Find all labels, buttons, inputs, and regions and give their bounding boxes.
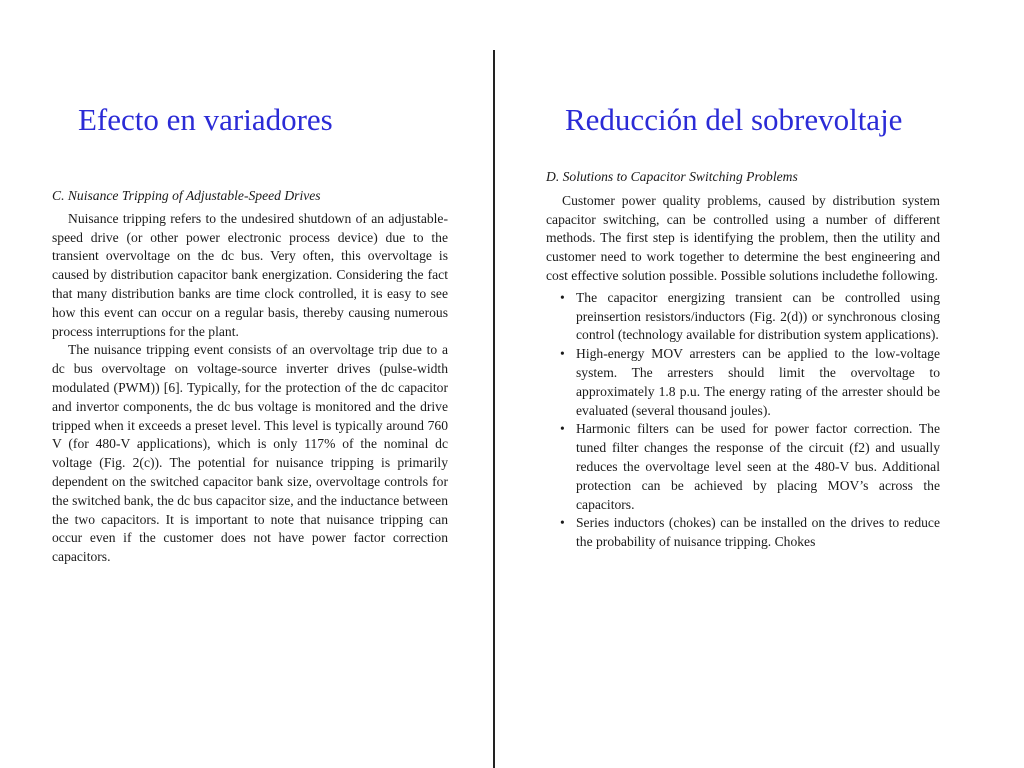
right-scanned-excerpt [546, 168, 940, 552]
solution-text: Harmonic filters can be used for power factor correction. The tuned filter changes the response of the circuit (f2) and usually reduces the overvoltage level seen at the 480-V bus. Additional protection can be achieved by placing MOV’s across the capacitors. [576, 421, 940, 512]
left-paragraph-2: The nuisance tripping event consists of an overvoltage trip due to a dc bus overvoltage on voltage-source inverter drives (pulse-width modulated (PWM)) [6]. Typically, for the protection of the dc capacitor and invertor components, the dc bus voltage is monitored and the drive tripped when it exceeds a preset level. This level is typically around 760 V (for 480-V applications), which is only 117% of the nominal dc voltage (Fig. 2(c)). The potential for nuisance tripping is primarily dependent on the switched capacitor bank size, overvoltage controls for the switched bank, the dc bus capacitor size, and the inductance between the two capacitors. It is important to note that nuisance tripping can occur even if the customer does not have power factor correction capacitors. [52, 342, 448, 565]
bullet-dot-icon: • [560, 289, 565, 305]
right-slide-title: Reducción del sobrevoltaje [565, 102, 903, 137]
solution-item-mov-arresters [546, 345, 940, 420]
solution-item-series-inductors [546, 514, 940, 552]
bullet-dot-icon: • [560, 421, 565, 437]
right-paragraph-1: Customer power quality problems, caused by distribution system capacitor switching, can be controlled using a number of different methods. The first step is identifying the problem, then the utility and customer need to work together to determine the best engineering and cost effective solution possible. Possible solutions includethe following. [546, 192, 940, 283]
left-scanned-excerpt [52, 187, 448, 567]
bullet-dot-icon: • [560, 515, 565, 531]
bullet-dot-icon: • [560, 346, 565, 362]
left-paragraph-1: Nuisance tripping refers to the undesired shutdown of an adjustable-speed drive (or other power electronic process device) due to the transient overvoltage on the dc bus. Very often, this overvoltage is caused by distribution capacitor bank energization. Considering the fact that many distribution banks are time clock controlled, it is easy to see how this event can occur on a regular basis, thereby causing numerous process interruptions for the plant. [52, 210, 448, 339]
solution-item-harmonic-filters [546, 420, 940, 514]
solution-text: High-energy MOV arresters can be applied to the low-voltage system. The arresters should limit the overvoltage to approximately 1.8 p.u. The energy rating of the arrester should be evaluated (several thousand joules). [576, 346, 940, 418]
right-section-heading: D. Solutions to Capacitor Switching Problems [546, 169, 798, 184]
column-divider [493, 50, 495, 768]
solution-item-preinsertion [546, 289, 940, 345]
solution-text: Series inductors (chokes) can be installed on the drives to reduce the probability of nuisance tripping. Chokes [576, 515, 940, 550]
left-section-heading: C. Nuisance Tripping of Adjustable-Speed Drives [52, 188, 321, 203]
solutions-list [546, 289, 940, 552]
solution-text: The capacitor energizing transient can be controlled using preinsertion resistors/inductors (Fig. 2(d)) or synchronous closing control (technology available for distribution system applications). [576, 289, 940, 343]
left-slide-title: Efecto en variadores [78, 102, 333, 137]
